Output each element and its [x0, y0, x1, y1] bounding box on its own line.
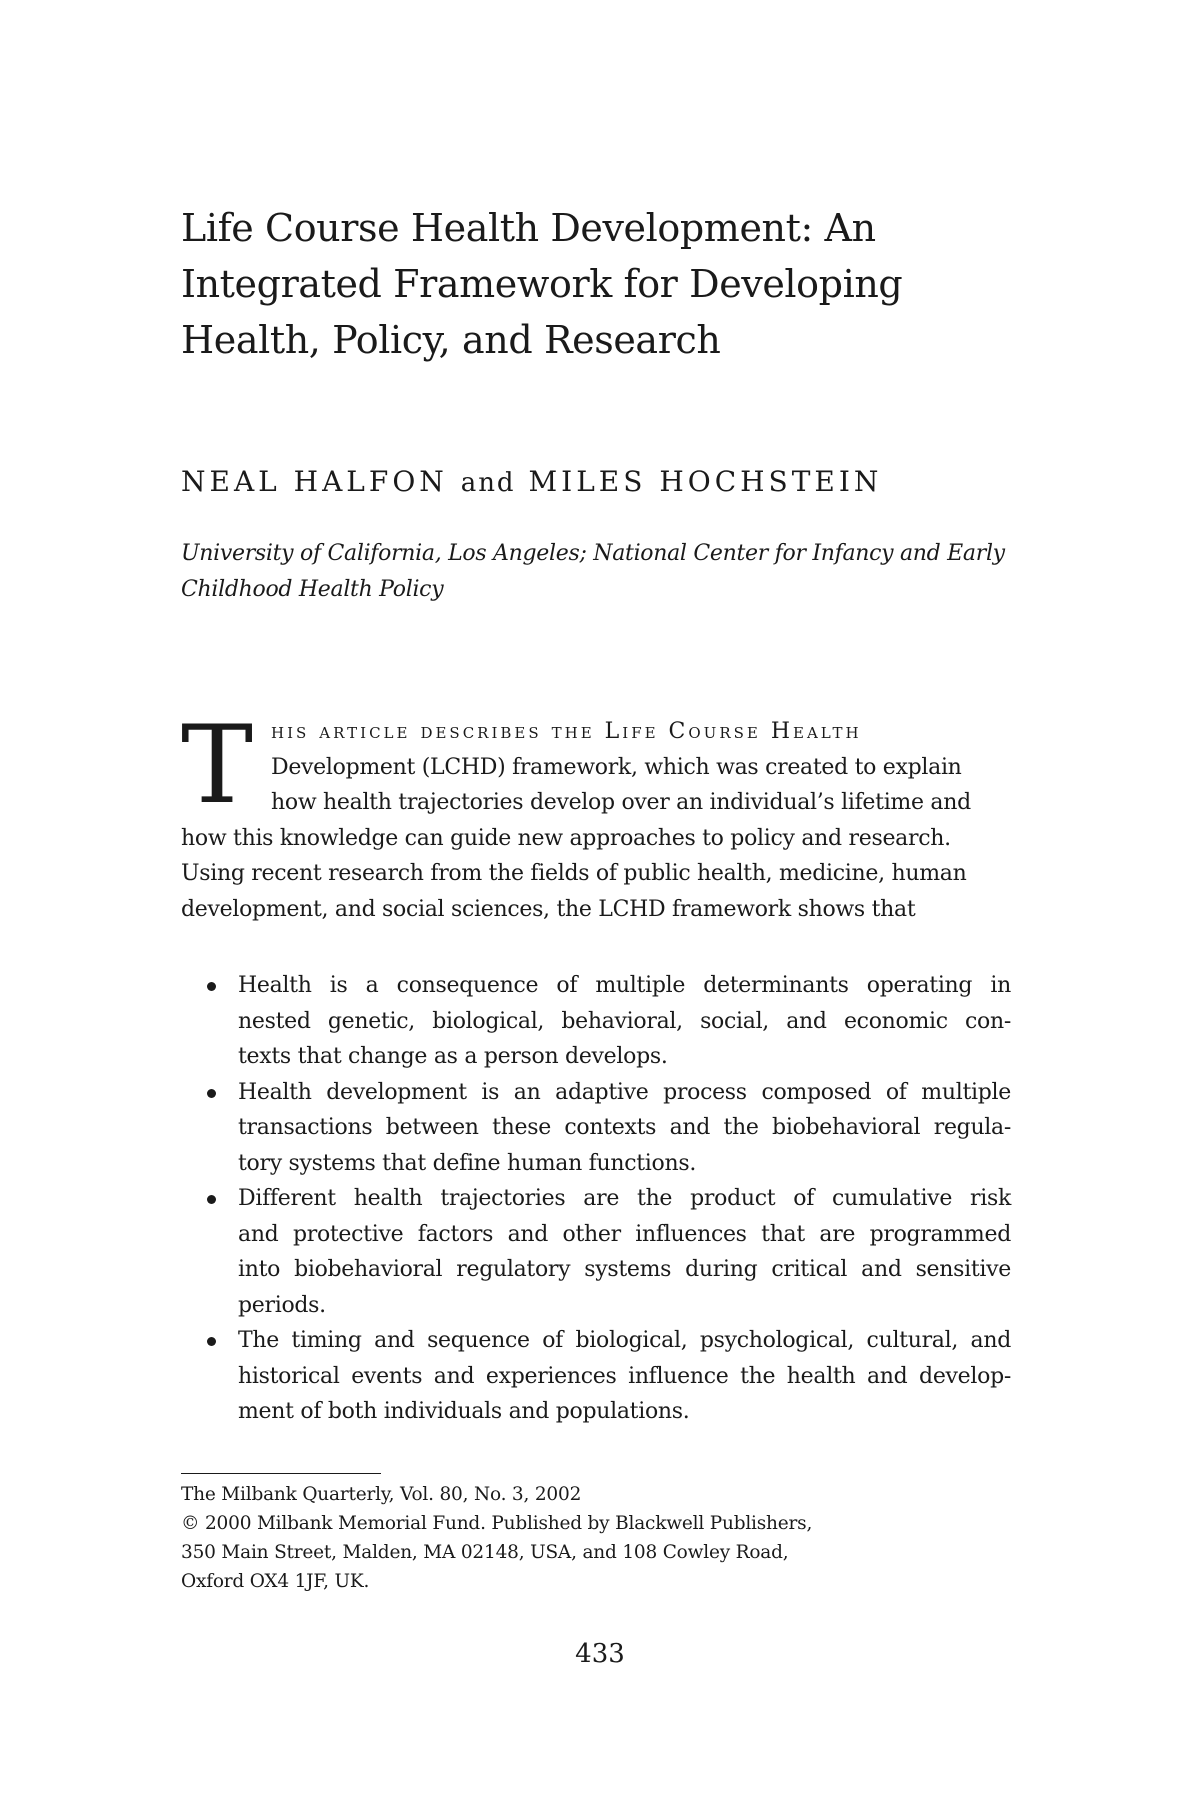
author-name: NEAL HALFON [181, 465, 448, 498]
list-item [205, 1323, 1011, 1430]
author-name: MILES HOCHSTEIN [528, 465, 883, 498]
publication-footnote [181, 1480, 1011, 1596]
title-line: Health, Policy, and Research [181, 318, 721, 362]
list-item-line: nested genetic, biological, behavioral, social, and economic con- [238, 1008, 1011, 1034]
footnote-line: © 2000 Milbank Memorial Fund. Published by Blackwell Publishers, [181, 1513, 813, 1534]
list-item-line: into biobehavioral regulatory systems during critical and sensitive [238, 1257, 1011, 1282]
intro-line [181, 714, 1011, 750]
list-item [205, 968, 1011, 1075]
bullet-icon [207, 1195, 216, 1204]
author-byline [181, 462, 882, 503]
findings-list [205, 968, 1011, 1430]
title-line: Life Course Health Development: An [181, 206, 876, 250]
list-item-line: texts that change as a person develops. [238, 1044, 668, 1069]
list-item-line: and protective factors and other influences that are programmed [238, 1221, 1011, 1247]
list-item-line: transactions between these contexts and the biobehavioral regula- [238, 1115, 1011, 1140]
affiliation-line: Childhood Health Policy [181, 577, 444, 602]
list-item-line: Health is a consequence of multiple determinants operating in [238, 973, 1011, 998]
list-item-line: ment of both individuals and populations. [238, 1399, 690, 1424]
title-line: Integrated Framework for Developing [181, 262, 903, 306]
footnote-divider [181, 1473, 381, 1474]
list-item-line: Different health trajectories are the product of cumulative risk [238, 1186, 1011, 1211]
intro-line: development, and social sciences, the LCHD framework shows that [181, 896, 916, 922]
page-number: 433 [575, 1639, 625, 1669]
bullet-icon [207, 1089, 216, 1098]
list-item [205, 1181, 1011, 1323]
footnote-line: 350 Main Street, Malden, MA 02148, USA, and 108 Cowley Road, [181, 1542, 789, 1563]
drop-cap: T [181, 703, 253, 828]
author-conjunction: and [460, 468, 516, 498]
list-item-line: tory systems that define human functions. [238, 1150, 697, 1176]
intro-line: how this knowledge can guide new approaches to policy and research. [181, 825, 951, 851]
list-item-line: Health development is an adaptive process composed of multiple [238, 1079, 1011, 1105]
list-item-line: periods. [238, 1292, 326, 1318]
article-title [181, 200, 1001, 368]
footnote-line: Oxford OX4 1JF, UK. [181, 1571, 370, 1592]
affiliation-line: University of California, Los Angeles; National Center for Infancy and Early [181, 541, 1005, 566]
intro-line: Using recent research from the fields of public health, medicine, human [181, 861, 967, 886]
author-affiliation [181, 536, 1011, 608]
list-item [205, 1075, 1011, 1182]
intro-line: Development (LCHD) framework, which was created to explain [271, 754, 962, 780]
list-item-line: The timing and sequence of biological, psychological, cultural, and [238, 1328, 1011, 1353]
bullet-icon [207, 982, 216, 991]
intro-paragraph [181, 703, 1011, 927]
intro-line: how health trajectories develop over an individual’s lifetime and [271, 790, 971, 815]
footnote-line: The Milbank Quarterly, Vol. 80, No. 3, 2002 [181, 1484, 582, 1505]
bullet-icon [207, 1337, 216, 1346]
small-caps-lead-in: his article describes the Life Course Health [271, 719, 862, 744]
list-item-line: historical events and experiences influence the health and develop- [238, 1363, 1011, 1389]
